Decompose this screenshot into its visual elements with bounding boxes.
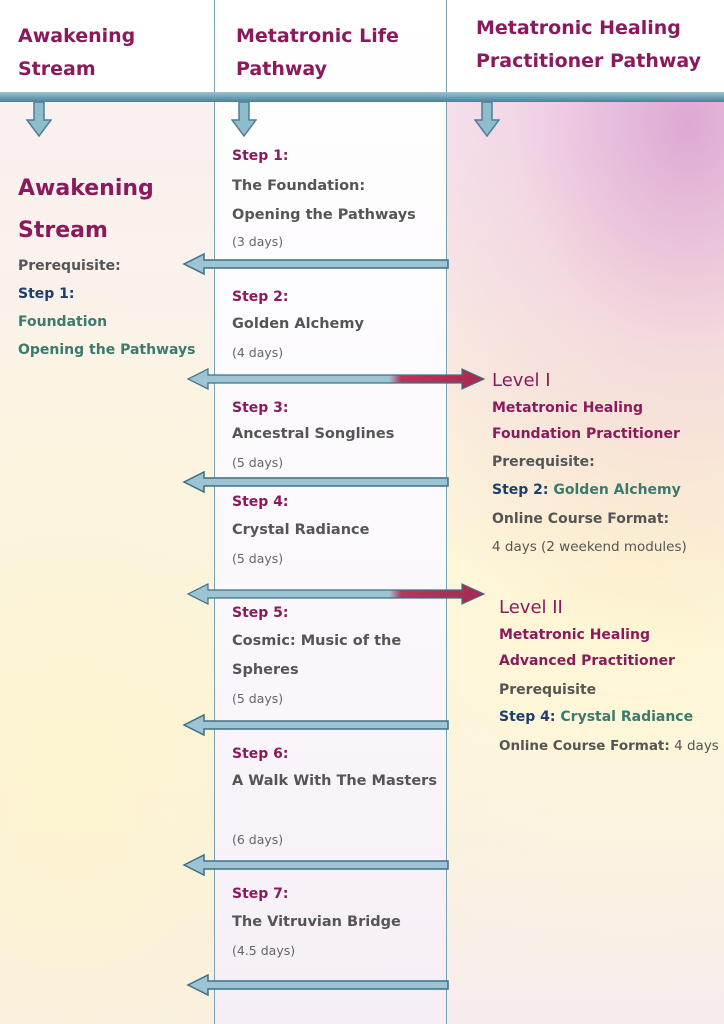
awakening-prereq-label: Prerequisite:: [18, 258, 121, 274]
step-1-name: The Foundation: Opening the Pathways: [232, 178, 416, 223]
double-arrow-icon: [186, 367, 486, 391]
step-1-days: (3 days): [232, 234, 284, 249]
header-life-pathway: Metatronic Life Pathway: [236, 25, 399, 80]
step-1-title: Step 1:: [232, 148, 289, 164]
level-2-prereq-step: [499, 709, 693, 725]
step-4-title: Step 4:: [232, 494, 289, 510]
step-2-days: (4 days): [232, 345, 284, 360]
header-awakening-stream: Awakening Stream: [18, 25, 136, 80]
level-1-title: Level I: [492, 370, 551, 391]
level-2-format-value: 4 days: [674, 738, 719, 754]
level-2-format-label: Online Course Format:: [499, 738, 670, 754]
level-2-prereq-label: Prerequisite: [499, 682, 597, 698]
step-6-name: A Walk With The Masters: [232, 773, 437, 789]
awakening-step-line1: Foundation: [18, 314, 108, 330]
awakening-stream-title: Awakening Stream: [18, 176, 154, 243]
step-4-name: Crystal Radiance: [232, 522, 370, 538]
step-7-name: The Vitruvian Bridge: [232, 914, 401, 930]
step-3-days: (5 days): [232, 455, 284, 470]
level-1-step-name: Golden Alchemy: [553, 482, 681, 498]
level-1-prereq-step: [492, 482, 681, 498]
awakening-step-label: Step 1:: [18, 286, 75, 302]
step-5-days: (5 days): [232, 691, 284, 706]
down-arrow-icon: [474, 102, 500, 138]
step-5-name: Cosmic: Music of the Spheres: [232, 633, 402, 678]
header-divider-bar: [0, 92, 724, 102]
step-4-days: (5 days): [232, 551, 284, 566]
level-2-line2: Advanced Practitioner: [499, 653, 675, 669]
left-arrow-icon: [186, 973, 450, 997]
header-practitioner-pathway: Metatronic Healing Practitioner Pathway: [476, 17, 702, 72]
level-1-line2: Foundation Practitioner: [492, 426, 680, 442]
level-2-step-name: Crystal Radiance: [560, 709, 694, 725]
awakening-step-line2: Opening the Pathways: [18, 342, 196, 358]
step-2-title: Step 2:: [232, 289, 289, 305]
step-6-title: Step 6:: [232, 746, 289, 762]
left-arrow-icon: [182, 713, 450, 737]
left-arrow-icon: [182, 252, 450, 276]
step-5-title: Step 5:: [232, 605, 289, 621]
level-1-line1: Metatronic Healing: [492, 400, 643, 416]
step-3-name: Ancestral Songlines: [232, 426, 395, 442]
down-arrow-icon: [26, 102, 52, 138]
level-2-step-label: Step 4:: [499, 709, 556, 725]
step-2-name: Golden Alchemy: [232, 316, 364, 332]
level-1-format-label: Online Course Format:: [492, 511, 670, 527]
double-arrow-icon: [186, 582, 486, 606]
down-arrow-icon: [231, 102, 257, 138]
step-7-title: Step 7:: [232, 886, 289, 902]
step-3-title: Step 3:: [232, 400, 289, 416]
level-1-prereq-label: Prerequisite:: [492, 454, 595, 470]
level-1-format-value: 4 days (2 weekend modules): [492, 539, 687, 555]
step-7-days: (4.5 days): [232, 943, 296, 958]
level-1-step-label: Step 2:: [492, 482, 549, 498]
level-2-line1: Metatronic Healing: [499, 627, 650, 643]
step-6-days: (6 days): [232, 832, 284, 847]
left-arrow-icon: [182, 853, 450, 877]
level-2-title: Level II: [499, 597, 563, 618]
level-2-format: [499, 738, 719, 754]
left-arrow-icon: [182, 470, 450, 494]
